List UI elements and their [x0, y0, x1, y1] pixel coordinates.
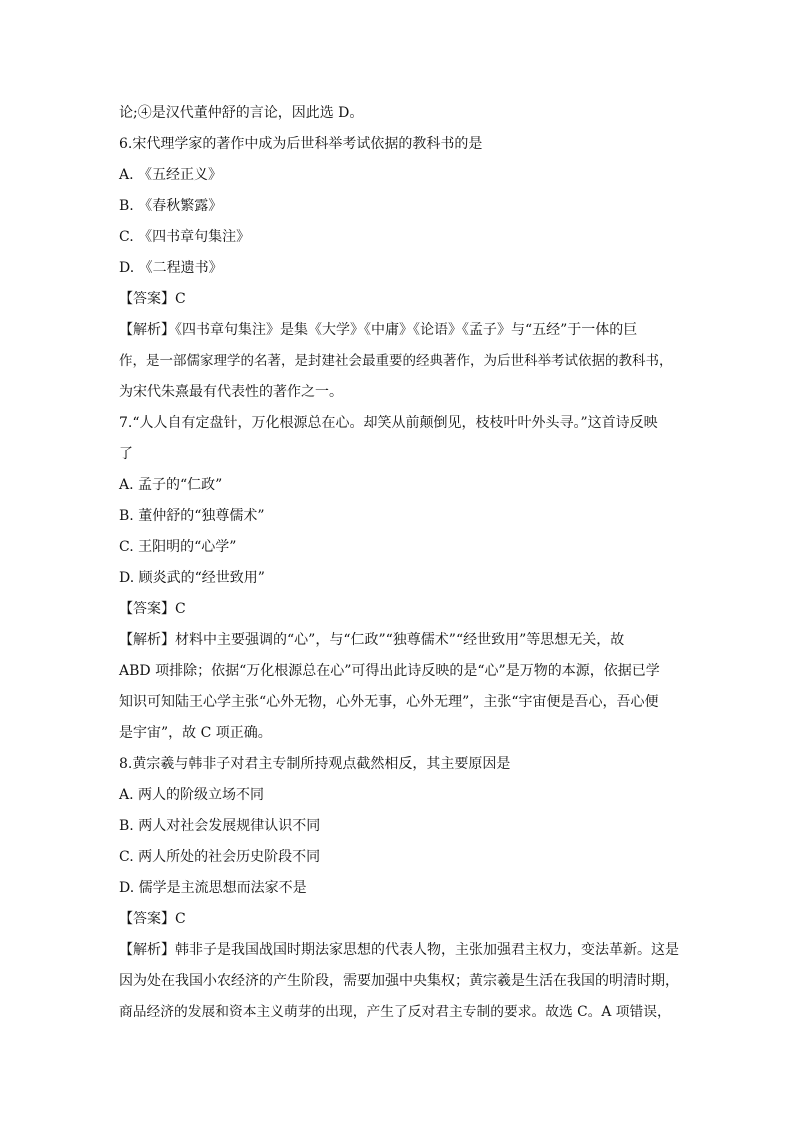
question-8-analysis: 商品经济的发展和资本主义萌芽的出现，产生了反对君主专制的要求。故选 C。A 项错误，: [119, 1004, 671, 1020]
question-8-stem: 8.黄宗羲与韩非子对君主专制所持观点截然相反，其主要原因是: [119, 756, 511, 772]
question-7-stem: 7.“人人自有定盘针，万化根源总在心。却笑从前颠倒见，枝枝叶叶外头寻。”这首诗反映: [119, 415, 658, 431]
question-6-analysis: 【解析】《四书章句集注》是集《大学》《中庸》《论语》《孟子》与“五经”于一体的巨: [119, 322, 638, 338]
question-8-option-a: A. 两人的阶级立场不同: [119, 787, 265, 803]
question-8-option-d: D. 儒学是主流思想而法家不是: [119, 880, 307, 896]
question-6-option-d: D. 《二程遗书》: [119, 260, 223, 276]
question-6-option-a: A. 《五经正义》: [119, 167, 223, 183]
question-8-option-c: C. 两人所处的社会历史阶段不同: [119, 849, 321, 865]
question-7-option-a: A. 孟子的“仁政”: [119, 477, 223, 493]
question-7-option-b: B. 董仲舒的“独尊儒术”: [119, 508, 265, 524]
question-7-option-c: C. 王阳明的“心学”: [119, 539, 237, 555]
question-6-analysis: 为宋代朱熹最有代表性的著作之一。: [119, 384, 343, 400]
text-line: 论;④是汉代董仲舒的言论，因此选 D。: [119, 105, 364, 121]
question-6-option-b: B. 《春秋繁露》: [119, 198, 223, 214]
question-8-analysis: 【解析】韩非子是我国战国时期法家思想的代表人物，主张加强君主权力，变法革新。这是: [119, 942, 679, 958]
question-8-option-b: B. 两人对社会发展规律认识不同: [119, 818, 321, 834]
question-6-analysis: 作，是一部儒家理学的名著，是封建社会最重要的经典著作，为后世科举考试依据的教科书，: [119, 353, 673, 369]
question-7-answer: 【答案】C: [119, 601, 186, 617]
question-7-analysis: 【解析】材料中主要强调的“心”，与“仁政”“独尊儒术”“经世致用”等思想无关，故: [119, 632, 625, 648]
question-7-analysis: 是宇宙”，故 C 项正确。: [119, 725, 272, 741]
question-7-stem: 了: [119, 446, 133, 462]
question-6-stem: 6.宋代理学家的著作中成为后世科举考试依据的教科书的是: [119, 136, 483, 152]
question-7-analysis: 知识可知陆王心学主张“心外无物，心外无事，心外无理”，主张“宇宙便是吾心，吾心便: [119, 694, 659, 710]
question-7-analysis: ABD 项排除；依据“万化根源总在心”可得出此诗反映的是“心”是万物的本源，依据已学: [119, 663, 660, 679]
question-6-answer: 【答案】C: [119, 291, 186, 307]
question-6-option-c: C. 《四书章句集注》: [119, 229, 251, 245]
question-8-analysis: 因为处在我国小农经济的产生阶段，需要加强中央集权；黄宗羲是生活在我国的明清时期，: [119, 973, 679, 989]
question-8-answer: 【答案】C: [119, 911, 186, 927]
question-7-option-d: D. 顾炎武的“经世致用”: [119, 570, 265, 586]
